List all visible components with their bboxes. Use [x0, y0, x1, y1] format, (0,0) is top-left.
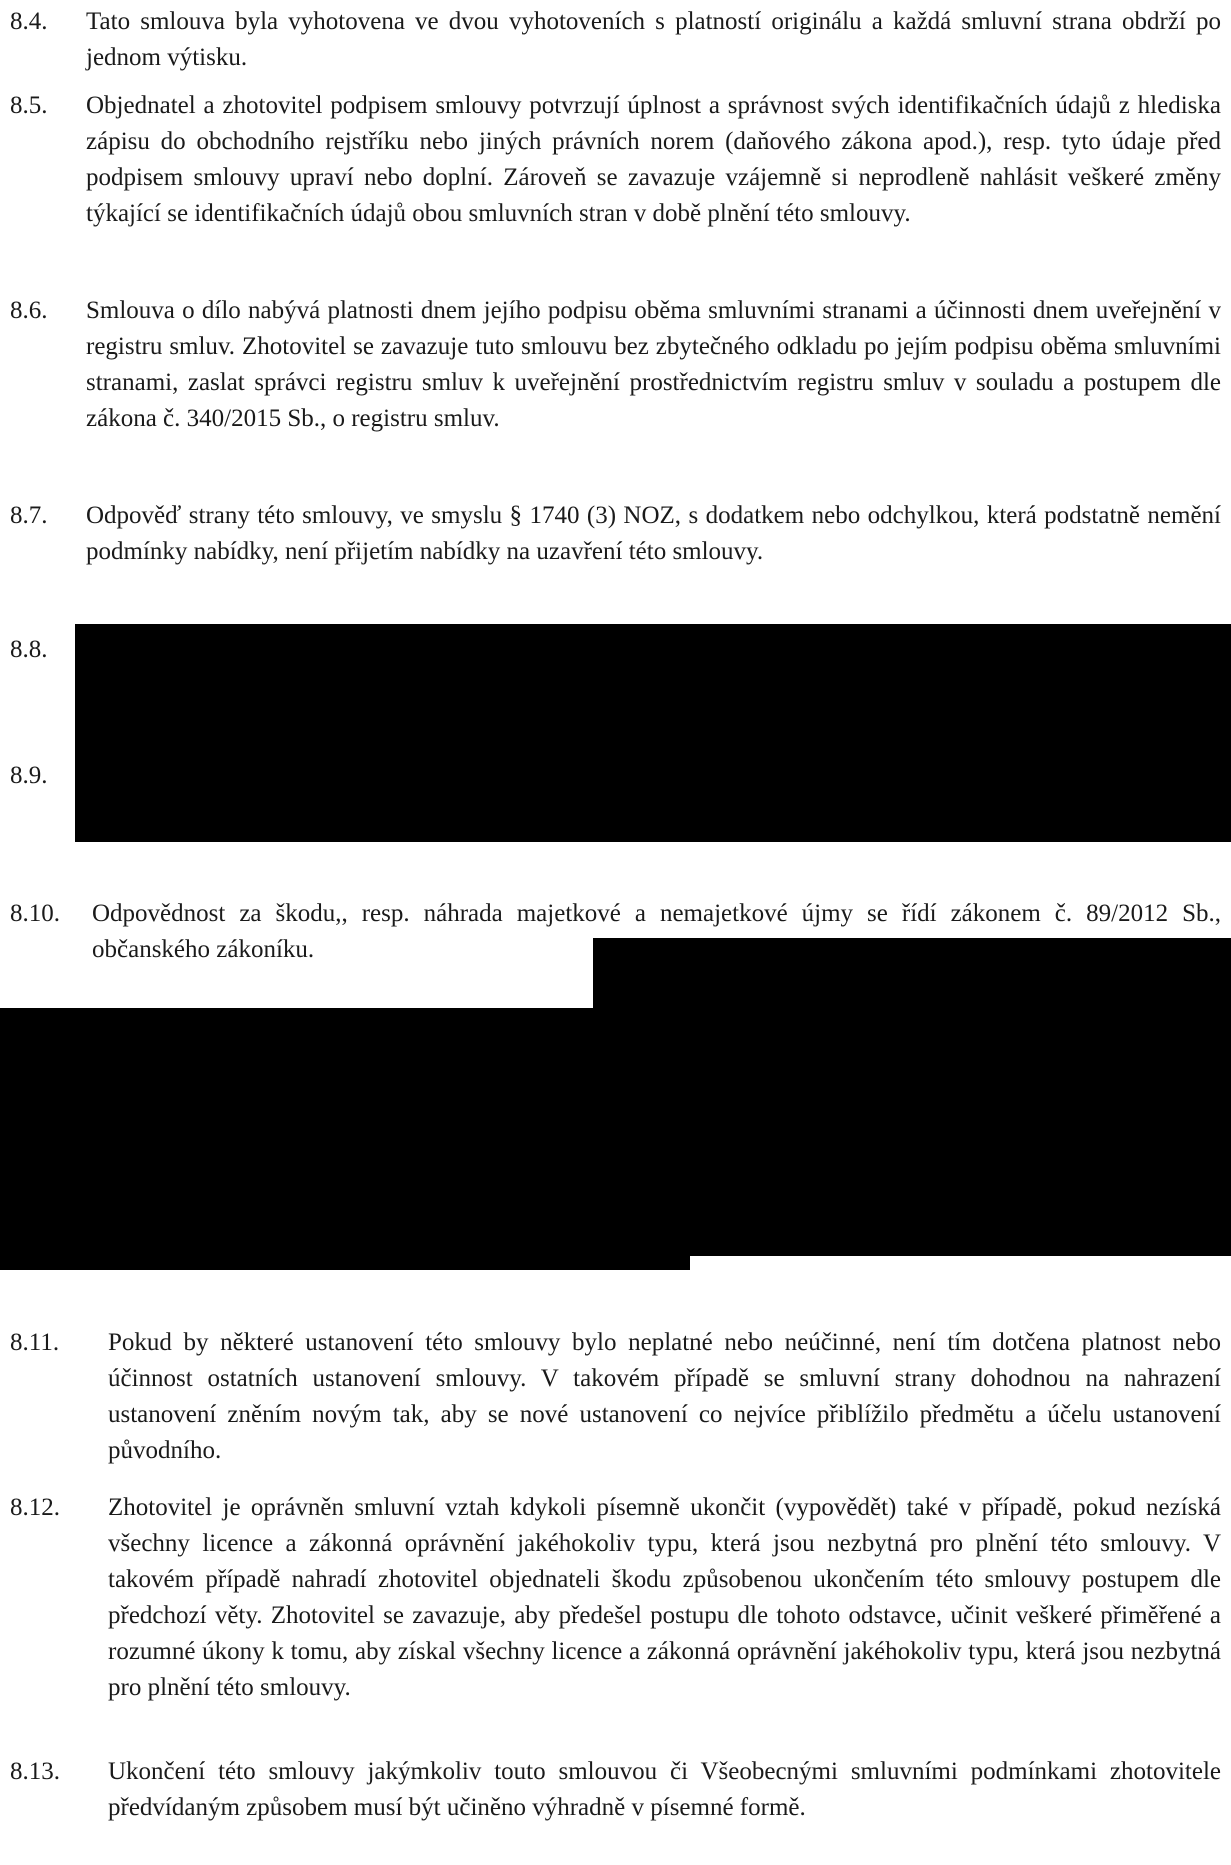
clause-number: 8.5.: [10, 92, 48, 119]
clause-text: Zhotovitel je oprávněn smluvní vztah kdykoli písemně ukončit (vypovědět) také v případě, pokud nezíská všechny licence a zákonná oprávnění jakéhokoliv typu, která jsou nezbytná pro plnění této smlouvy. V takovém případě nahradí zhotovitel objednateli škodu způsobenou ukončením této smlouvy postupem dle předchozí věty. Zhotovitel se zavazuje, aby předešel postupu dle tohoto odstavce, učinit veškeré přiměřené a rozumné úkony k tomu, aby získal všechny licence a zákonná oprávnění jakéhokoliv typu, která jsou nezbytná pro plnění této smlouvy.: [108, 1494, 1221, 1701]
clause-number: 8.4.: [10, 8, 48, 35]
clause-text: Ukončení této smlouvy jakýmkoliv touto smlouvou či Všeobecnými smluvními podmínkami zhotovitele předvídaným způsobem musí být učiněno výhradně v písemné formě.: [108, 1758, 1221, 1821]
clause-number: 8.10.: [10, 900, 60, 927]
clause-number: 8.6.: [10, 297, 48, 324]
clause-text: Smlouva o dílo nabývá platnosti dnem jejího podpisu oběma smluvními stranami a účinnosti dnem uveřejnění v registru smluv. Zhotovitel se zavazuje tuto smlouvu bez zbytečného odkladu po jejím podpisu oběma smluvními stranami, zaslat správci registru smluv k uveřejnění prostřednictvím registru smluv v souladu a postupem dle zákona č. 340/2015 Sb., o registru smluv.: [86, 297, 1221, 432]
clause-text: Objednatel a zhotovitel podpisem smlouvy potvrzují úplnost a správnost svých identifikačních údajů z hlediska zápisu do obchodního rejstříku nebo jiných právních norem (daňového zákona apod.), resp. tyto údaje před podpisem smlouvy upraví nebo doplní. Zároveň se zavazuje vzájemně si neprodleně nahlásit veškeré změny týkající se identifikačních údajů obou smluvních stran v době plnění této smlouvy.: [86, 92, 1221, 227]
clause-text: Odpověď strany této smlouvy, ve smyslu § 1740 (3) NOZ, s dodatkem nebo odchylkou, která podstatně nemění podmínky nabídky, není přijetím nabídky na uzavření této smlouvy.: [86, 502, 1221, 565]
clause-number: 8.8.: [10, 636, 48, 663]
clause-text: Tato smlouva byla vyhotovena ve dvou vyhotoveních s platností originálu a každá smluvní strana obdrží po jednom výtisku.: [86, 8, 1221, 71]
redaction-block: [0, 1008, 1231, 1256]
clause-number: 8.13.: [10, 1758, 60, 1785]
clause-number: 8.12.: [10, 1494, 60, 1521]
clause-text: Pokud by některé ustanovení této smlouvy bylo neplatné nebo neúčinné, není tím dotčena platnost nebo účinnost ostatních ustanovení smlouvy. V takovém případě se smluvní strany dohodnou na nahrazení ustanovení zněním novým tak, aby se nové ustanovení co nejvíce přiblížilo předmětu a účelu ustanovení původního.: [108, 1329, 1221, 1464]
clause-number: 8.11.: [10, 1329, 60, 1356]
clause-number: 8.7.: [10, 502, 48, 529]
redaction-block: [75, 624, 1231, 842]
redaction-block: [0, 1254, 690, 1270]
clause-text: Odpovědnost za škodu,, resp. náhrada majetkové a nemajetkové újmy se řídí zákonem č. 89/2012 Sb., občanského zákoníku.: [92, 900, 1221, 963]
clause-number: 8.9.: [10, 762, 48, 789]
